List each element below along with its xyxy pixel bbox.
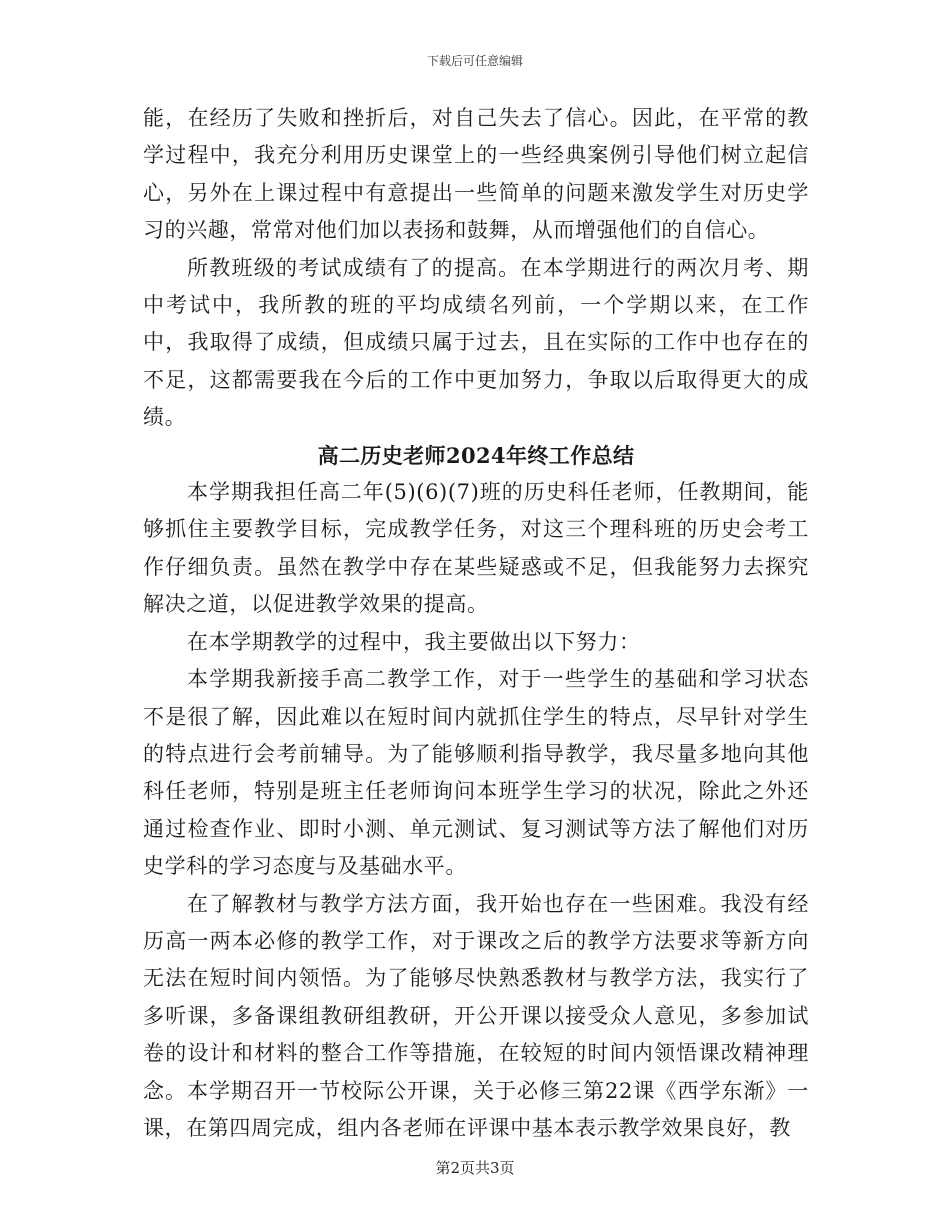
page-footer: 第2页共3页 <box>435 1159 515 1177</box>
paragraph-continuation: 能，在经历了失败和挫折后，对自己失去了信心。因此，在平常的教学过程中，我充分利用历史课堂上的一些经典案例引导他们树立起信心，另外在上课过程中有意提出一些简单的问题来激发学生对历史学习的兴趣，常常对他们加以表扬和鼓舞，从而增强他们的自信心。 <box>143 106 809 243</box>
paragraph: 在了解教材与教学方法方面，我开始也存在一些困难。我没有经历高一两本必修的教学工作，对于课改之后的教学方法要求等新方向无法在短时间内领悟。为了能够尽快熟悉教材与教学方法，我实行了多听课，多备课组教研组教研，开公开课以接受众人意见，多参加试卷的设计和材料的整合工作等措施，在较短的时间内领悟课改精神理念。本学期召开一节校际公开课，关于必修三第22课《西学东渐》一课，在第四周完成，组内各老师在评课中基本表示教学效果良好，教 <box>143 891 809 1140</box>
paragraph: 本学期我担任高二年(5)(6)(7)班的历史科任老师，任教期间，能够抓住主要教学目标，完成教学任务，对这三个理科班的历史会考工作仔细负责。虽然在教学中存在某些疑惑或不足，但我能努力去探究解决之道，以促进教学效果的提高。 <box>143 480 809 617</box>
paragraph: 在本学期教学的过程中，我主要做出以下努力： <box>187 629 641 654</box>
document-body <box>143 100 809 1147</box>
paragraph: 本学期我新接手高二教学工作，对于一些学生的基础和学习状态不是很了解，因此难以在短时间内就抓住学生的特点，尽早针对学生的特点进行会考前辅导。为了能够顺利指导教学，我尽量多地向其他科任老师，特别是班主任老师询问本班学生学习的状况，除此之外还通过检查作业、即时小测、单元测试、复习测试等方法了解他们对历史学科的学习态度与及基础水平。 <box>143 667 809 879</box>
section-title: 高二历史老师2024年终工作总结 <box>317 442 635 468</box>
paragraph: 所教班级的考试成绩有了的提高。在本学期进行的两次月考、期中考试中，我所教的班的平均成绩名列前，一个学期以来，在工作中，我取得了成绩，但成绩只属于过去，且在实际的工作中也存在的不足，这都需要我在今后的工作中更加努力，争取以后取得更大的成绩。 <box>143 255 809 430</box>
page-header: 下载后可任意编辑 <box>426 54 523 68</box>
